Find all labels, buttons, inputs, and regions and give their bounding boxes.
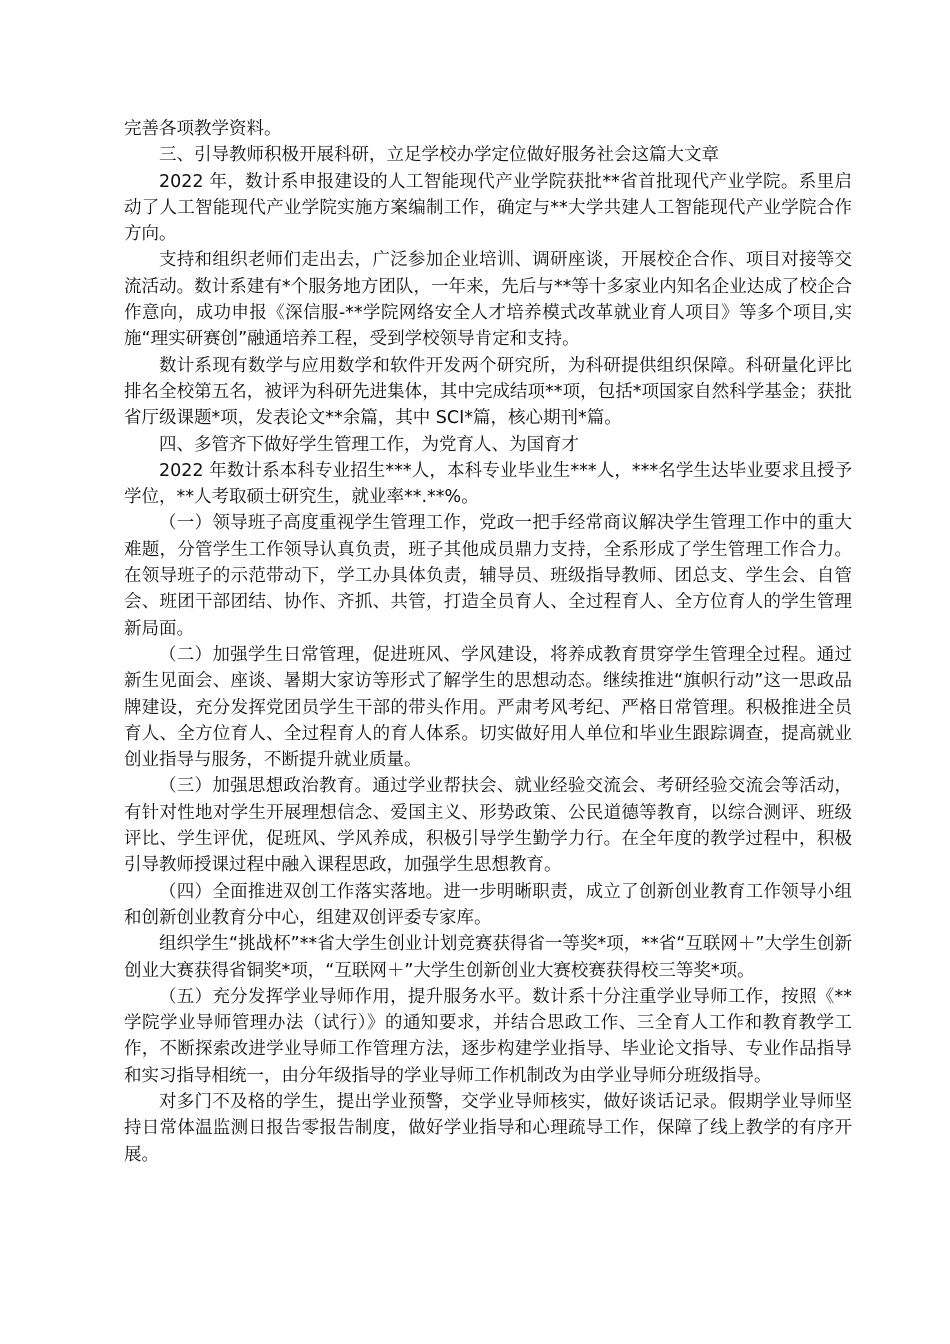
paragraph-research-institutes: 数计系现有数学与应用数学和软件开发两个研究所，为科研提供组织保障。科研量化评比排名全校第五名，被评为科研先进集体，其中完成结项**项，包括*项国家自然科学基金；获批省厅级课题*项，发表论文**余篇，其中 SCI*篇，核心期刊*篇。 (124, 355, 852, 429)
paragraph-item-5: （五）充分发挥学业导师作用，提升服务水平。数计系十分注重学业导师工作，按照《**学院学业导师管理办法（试行）》的通知要求，并结合思政工作、三全育人工作和教育教学工作，不断探索改进学业导师工作管理方法，逐步构建学业指导、毕业论文指导、专业作品指导和实习指导相统一，由分年级指导的学业导师工作机制改为由学业导师分班级指导。 (124, 986, 852, 1086)
paragraph-item-4: （四）全面推进双创工作落实落地。进一步明晰职责，成立了创新创业教育工作领导小组和创新创业教育分中心，组建双创评委专家库。 (124, 881, 852, 928)
paragraph-item-3: （三）加强思想政治教育。通过学业帮扶会、就业经验交流会、考研经验交流会等活动，有针对性地对学生开展理想信念、爱国主义、形势政策、公民道德等教育，以综合测评、班级评比、学生评优，促班风、学风养成，积极引导学生勤学力行。在全年度的教学过程中，积极引导教师授课过程中融入课程思政，加强学生思想教育。 (124, 776, 852, 876)
section-heading-4: 四、多管齐下做好学生管理工作，为党育人、为国育才 (159, 434, 579, 455)
paragraph-enterprise-cooperation: 支持和组织老师们走出去，广泛参加企业培训、调研座谈，开展校企合作、项目对接等交流活动。数计系建有*个服务地方团队，一年来，先后与**等十多家业内知名企业达成了校企合作意向，成功申报《深信服-**学院网络安全人才培养模式改革就业育人项目》等多个项目,实施“理实研赛创”融通培养工程，受到学校领导肯定和支持。 (124, 250, 852, 350)
paragraph-competition-awards: 组织学生“挑战杯”**省大学生创业计划竞赛获得省一等奖*项，**省“互联网＋”大学生创新创业大赛获得省铜奖*项，“互联网＋”大学生创新创业大赛校赛获得校三等奖*项。 (124, 934, 852, 981)
paragraph-continuation: 完善各项教学资料。 (124, 119, 282, 139)
paragraph-academic-warning: 对多门不及格的学生，提出学业预警，交学业导师核实，做好谈话记录。假期学业导师坚持日常体温监测日报告零报告制度，做好学业指导和心理疏导工作，保障了线上教学的有序开展。 (124, 1091, 852, 1165)
paragraph-enrollment: 2022 年数计系本科专业招生***人，本科专业毕业生***人，***名学生达毕业要求且授予学位，**人考取硕士研究生，就业率**.**%。 (124, 460, 852, 508)
paragraph-item-1: （一）领导班子高度重视学生管理工作，党政一把手经常商议解决学生管理工作中的重大难题，分管学生工作领导认真负责，班子其他成员鼎力支持，全系形成了学生管理工作合力。在领导班子的示范带动下，学工办具体负责，辅导员、班级指导教师、团总支、学生会、自管会、班团干部团结、协作、齐抓、共管，打造全员育人、全过程育人、全方位育人的学生管理新局面。 (124, 513, 852, 639)
paragraph-item-2: （二）加强学生日常管理，促进班风、学风建设，将养成教育贯穿学生管理全过程。通过新生见面会、座谈、暑期大家访等形式了解学生的思想动态。继续推进“旗帜行动”这一思政品牌建设，充分发挥党团员学生干部的带头作用。严肃考风考纪、严格日常管理。积极推进全员育人、全方位育人、全过程育人的育人体系。切实做好用人单位和毕业生跟踪调查，提高就业创业指导与服务，不断提升就业质量。 (124, 644, 852, 771)
document-body (124, 116, 852, 1168)
section-heading-3: 三、引导教师积极开展科研，立足学校办学定位做好服务社会这篇大文章 (159, 145, 719, 166)
paragraph-industry-college: 2022 年，数计系申报建设的人工智能现代产业学院获批**省首批现代产业学院。系里启动了人工智能现代产业学院实施方案编制工作，确定与**大学共建人工智能现代产业学院合作方向。 (124, 171, 852, 245)
